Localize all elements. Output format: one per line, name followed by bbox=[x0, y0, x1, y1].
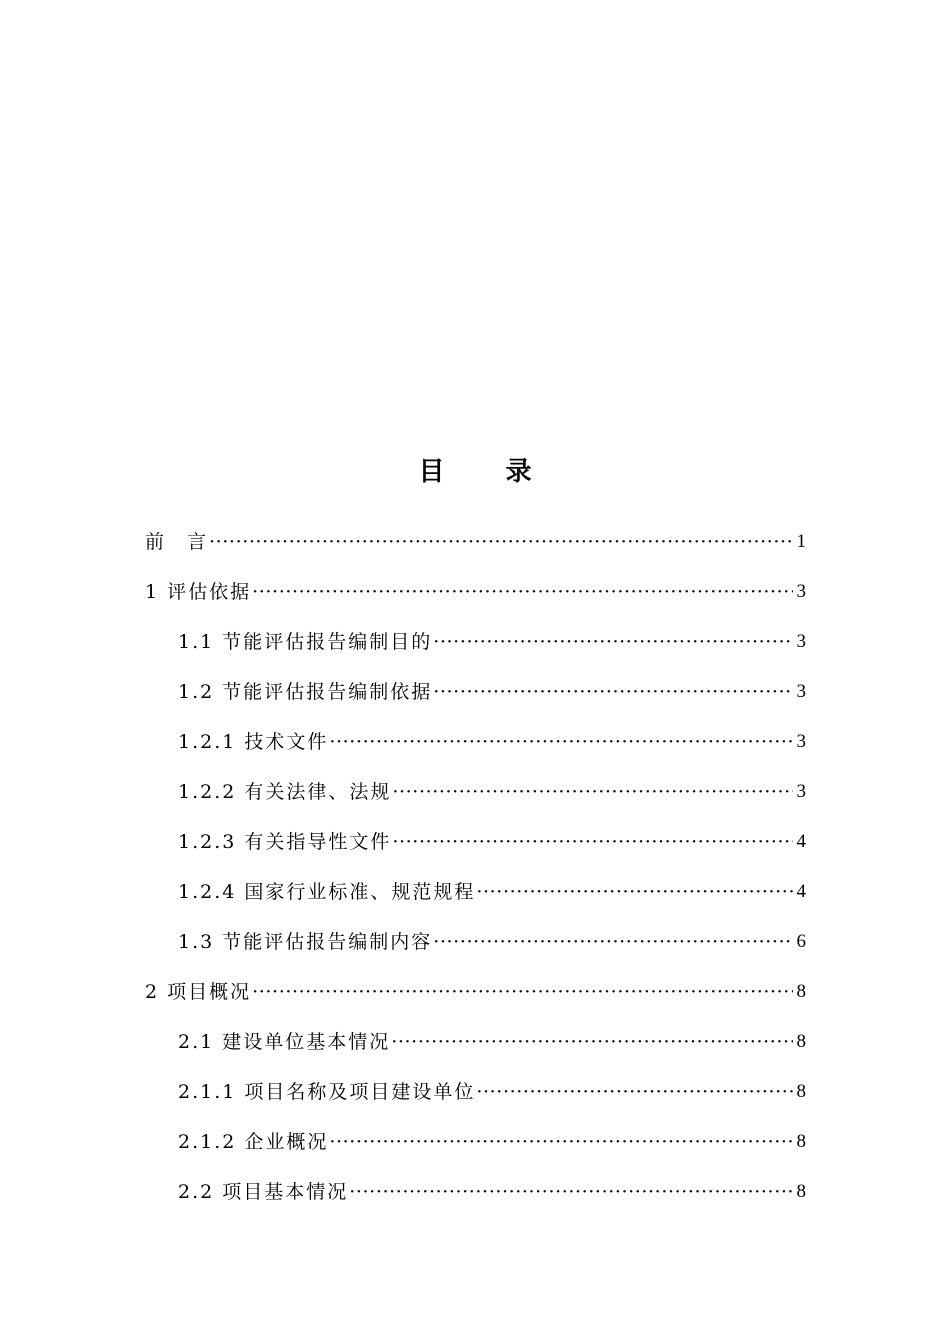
toc-leader-dots bbox=[476, 872, 793, 912]
toc-entry-label: 2.1 建设单位基本情况 bbox=[178, 1031, 391, 1053]
toc-entry-label: 2.1.2 企业概况 bbox=[178, 1131, 329, 1153]
toc-entry-label: 2.2 项目基本情况 bbox=[178, 1181, 349, 1203]
toc-page-number: 3 bbox=[796, 631, 806, 652]
toc-entry-label: 1.2.2 有关法律、法规 bbox=[178, 781, 392, 803]
toc-entry-label: 1.2.3 有关指导性文件 bbox=[178, 831, 392, 853]
toc-leader-dots bbox=[252, 572, 793, 612]
toc-title: 目 录 bbox=[418, 457, 558, 487]
toc-entry-label: 1.1 节能评估报告编制目的 bbox=[178, 631, 433, 653]
toc-page-number: 6 bbox=[796, 931, 806, 952]
toc-entry[interactable] bbox=[0, 1167, 950, 1217]
toc-page-number: 3 bbox=[796, 781, 806, 802]
toc-leader-dots bbox=[209, 522, 793, 562]
toc-leader-dots bbox=[433, 622, 793, 662]
toc-entry-label: 前 言 bbox=[145, 531, 209, 553]
toc-leader-dots bbox=[252, 972, 793, 1012]
toc-page-number: 4 bbox=[796, 881, 806, 902]
toc-leader-dots bbox=[329, 722, 793, 762]
toc-page-number: 3 bbox=[796, 581, 806, 602]
toc-page-number: 3 bbox=[796, 731, 806, 752]
toc-entry[interactable] bbox=[0, 1017, 950, 1067]
toc-entry[interactable] bbox=[0, 817, 950, 867]
toc-entry[interactable] bbox=[0, 667, 950, 717]
toc-entry[interactable] bbox=[0, 767, 950, 817]
toc-entry[interactable] bbox=[0, 567, 950, 617]
toc-page-number: 1 bbox=[796, 531, 806, 552]
toc-entry[interactable] bbox=[0, 517, 950, 567]
toc-page-number: 4 bbox=[796, 831, 806, 852]
toc-leader-dots bbox=[392, 772, 793, 812]
toc-leader-dots bbox=[433, 672, 793, 712]
toc-leader-dots bbox=[349, 1172, 793, 1212]
toc-entry[interactable] bbox=[0, 1117, 950, 1167]
toc-entry-label: 1.2.1 技术文件 bbox=[178, 731, 329, 753]
toc-entry-label: 1.2.4 国家行业标准、规范规程 bbox=[178, 881, 476, 903]
toc-page-number: 8 bbox=[796, 1181, 806, 1202]
toc-page-number: 8 bbox=[796, 1081, 806, 1102]
toc-entry[interactable] bbox=[0, 617, 950, 667]
toc-entry-label: 1 评估依据 bbox=[145, 581, 252, 603]
toc-entry-label: 1.2 节能评估报告编制依据 bbox=[178, 681, 433, 703]
toc-entry-label: 2.1.1 项目名称及项目建设单位 bbox=[178, 1081, 476, 1103]
toc-entry[interactable] bbox=[0, 867, 950, 917]
toc-entry[interactable] bbox=[0, 717, 950, 767]
toc-entry[interactable] bbox=[0, 917, 950, 967]
toc-page-number: 3 bbox=[796, 681, 806, 702]
toc-leader-dots bbox=[391, 1022, 793, 1062]
table-of-contents bbox=[0, 517, 950, 1217]
toc-entry[interactable] bbox=[0, 967, 950, 1017]
toc-entry-label: 1.3 节能评估报告编制内容 bbox=[178, 931, 433, 953]
toc-entry[interactable] bbox=[0, 1067, 950, 1117]
toc-leader-dots bbox=[476, 1072, 793, 1112]
toc-page-number: 8 bbox=[796, 1031, 806, 1052]
toc-leader-dots bbox=[433, 922, 793, 962]
toc-leader-dots bbox=[329, 1122, 793, 1162]
toc-page-number: 8 bbox=[796, 981, 806, 1002]
toc-page-number: 8 bbox=[796, 1131, 806, 1152]
toc-entry-label: 2 项目概况 bbox=[145, 981, 252, 1003]
toc-leader-dots bbox=[392, 822, 793, 862]
